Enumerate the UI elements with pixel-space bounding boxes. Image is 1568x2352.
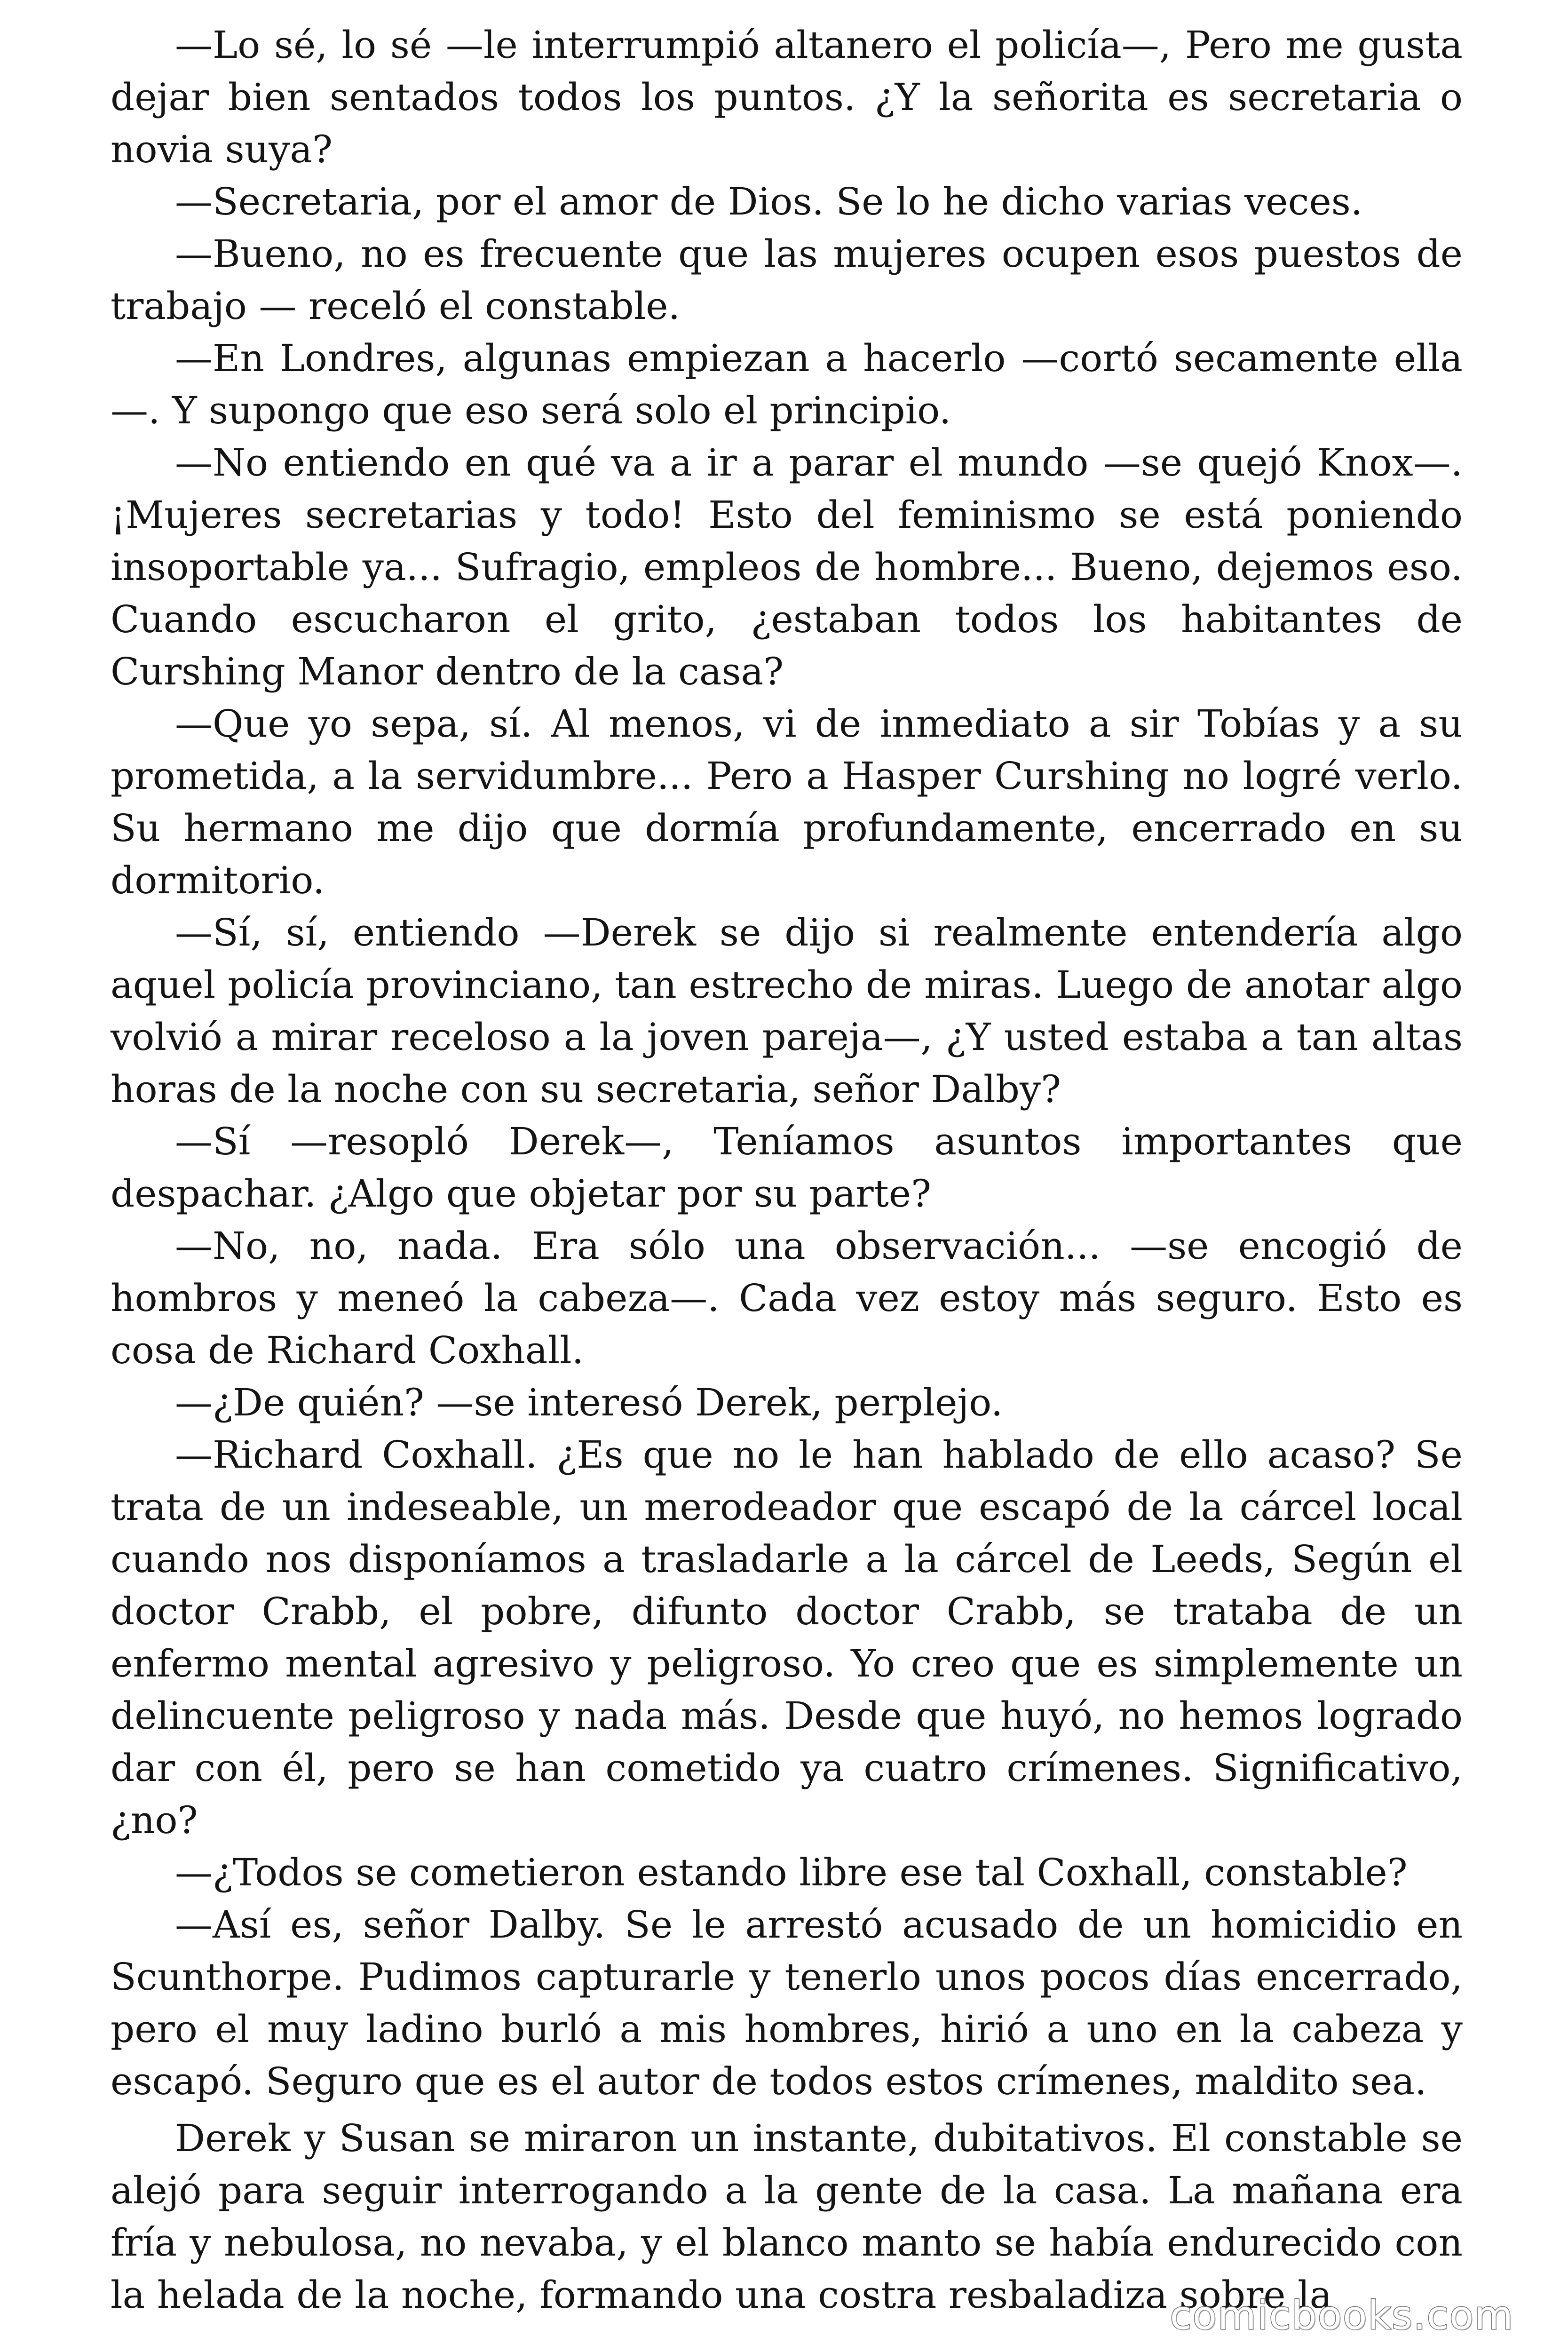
paragraph-14: Derek y Susan se miraron un instante, dubitativos. El constable se alejó para seguir interrogando a la gente de la casa. La mañana era fría y nebulosa, no nevaba, y el blanco manto se había endurecido con la helada de la noche, formando una costra resbaladiza sobre la	[111, 2116, 1463, 2317]
paragraph-8: —Sí —resopló Derek—, Teníamos asuntos importantes que despachar. ¿Algo que objetar por su parte?	[111, 1120, 1463, 1216]
paragraph-4: —En Londres, algunas empiezan a hacerlo —cortó secamente ella —. Y supongo que eso será solo el principio.	[111, 336, 1463, 432]
paragraph-5: —No entiendo en qué va a ir a parar el mundo —se quejó Knox—. ¡Mujeres secretarias y todo! Esto del feminismo se está poniendo insoportable ya... Sufragio, empleos de hombre... Bueno, dejemos eso. Cuando escucharon el grito, ¿estaban todos los habitantes de Curshing Manor dentro de la casa?	[111, 441, 1463, 693]
paragraph-3: —Bueno, no es frecuente que las mujeres ocupen esos puestos de trabajo — receló el constable.	[111, 232, 1463, 328]
paragraph-13: —Así es, señor Dalby. Se le arrestó acusado de un homicidio en Scunthorpe. Pudimos capturarle y tenerlo unos pocos días encerrado, pero el muy ladino burló a mis hombres, hirió a uno en la cabeza y escapó. Seguro que es el autor de todos estos crímenes, maldito sea.	[111, 1903, 1463, 2103]
paragraph-6: —Que yo sepa, sí. Al menos, vi de inmediato a sir Tobías y a su prometida, a la servidumbre... Pero a Hasper Curshing no logré verlo. Su hermano me dijo que dormía profundamente, encerrado en su dormitorio.	[111, 702, 1463, 902]
watermark-text: comicbooks.com	[1170, 2292, 1514, 2338]
document-body	[111, 19, 1463, 2321]
paragraph-10: —¿De quién? —se interesó Derek, perplejo.	[175, 1381, 1003, 1424]
paragraph-12: —¿Todos se cometieron estando libre ese tal Coxhall, constable?	[175, 1851, 1408, 1894]
paragraph-1: —Lo sé, lo sé —le interrumpió altanero el policía—, Pero me gusta dejar bien sentados todos los puntos. ¿Y la señorita es secretaria o novia suya?	[111, 23, 1463, 171]
paragraph-11: —Richard Coxhall. ¿Es que no le han hablado de ello acaso? Se trata de un indeseable, un merodeador que escapó de la cárcel local cuando nos disponíamos a trasladarle a la cárcel de Leeds, Según el doctor Crabb, el pobre, difunto doctor Crabb, se trataba de un enfermo mental agresivo y peligroso. Yo creo que es simplemente un delincuente peligroso y nada más. Desde que huyó, no hemos logrado dar con él, pero se han cometido ya cuatro crímenes. Significativo, ¿no?	[111, 1433, 1463, 1842]
paragraph-9: —No, no, nada. Era sólo una observación... —se encogió de hombros y meneó la cabeza—. Cada vez estoy más seguro. Esto es cosa de Richard Coxhall.	[111, 1224, 1463, 1372]
paragraph-2: —Secretaria, por el amor de Dios. Se lo he dicho varias veces.	[175, 180, 1363, 223]
paragraph-7: —Sí, sí, entiendo —Derek se dijo si realmente entendería algo aquel policía provinciano, tan estrecho de miras. Luego de anotar algo volvió a mirar receloso a la joven pareja—, ¿Y usted estaba a tan altas horas de la noche con su secretaria, señor Dalby?	[111, 911, 1463, 1111]
